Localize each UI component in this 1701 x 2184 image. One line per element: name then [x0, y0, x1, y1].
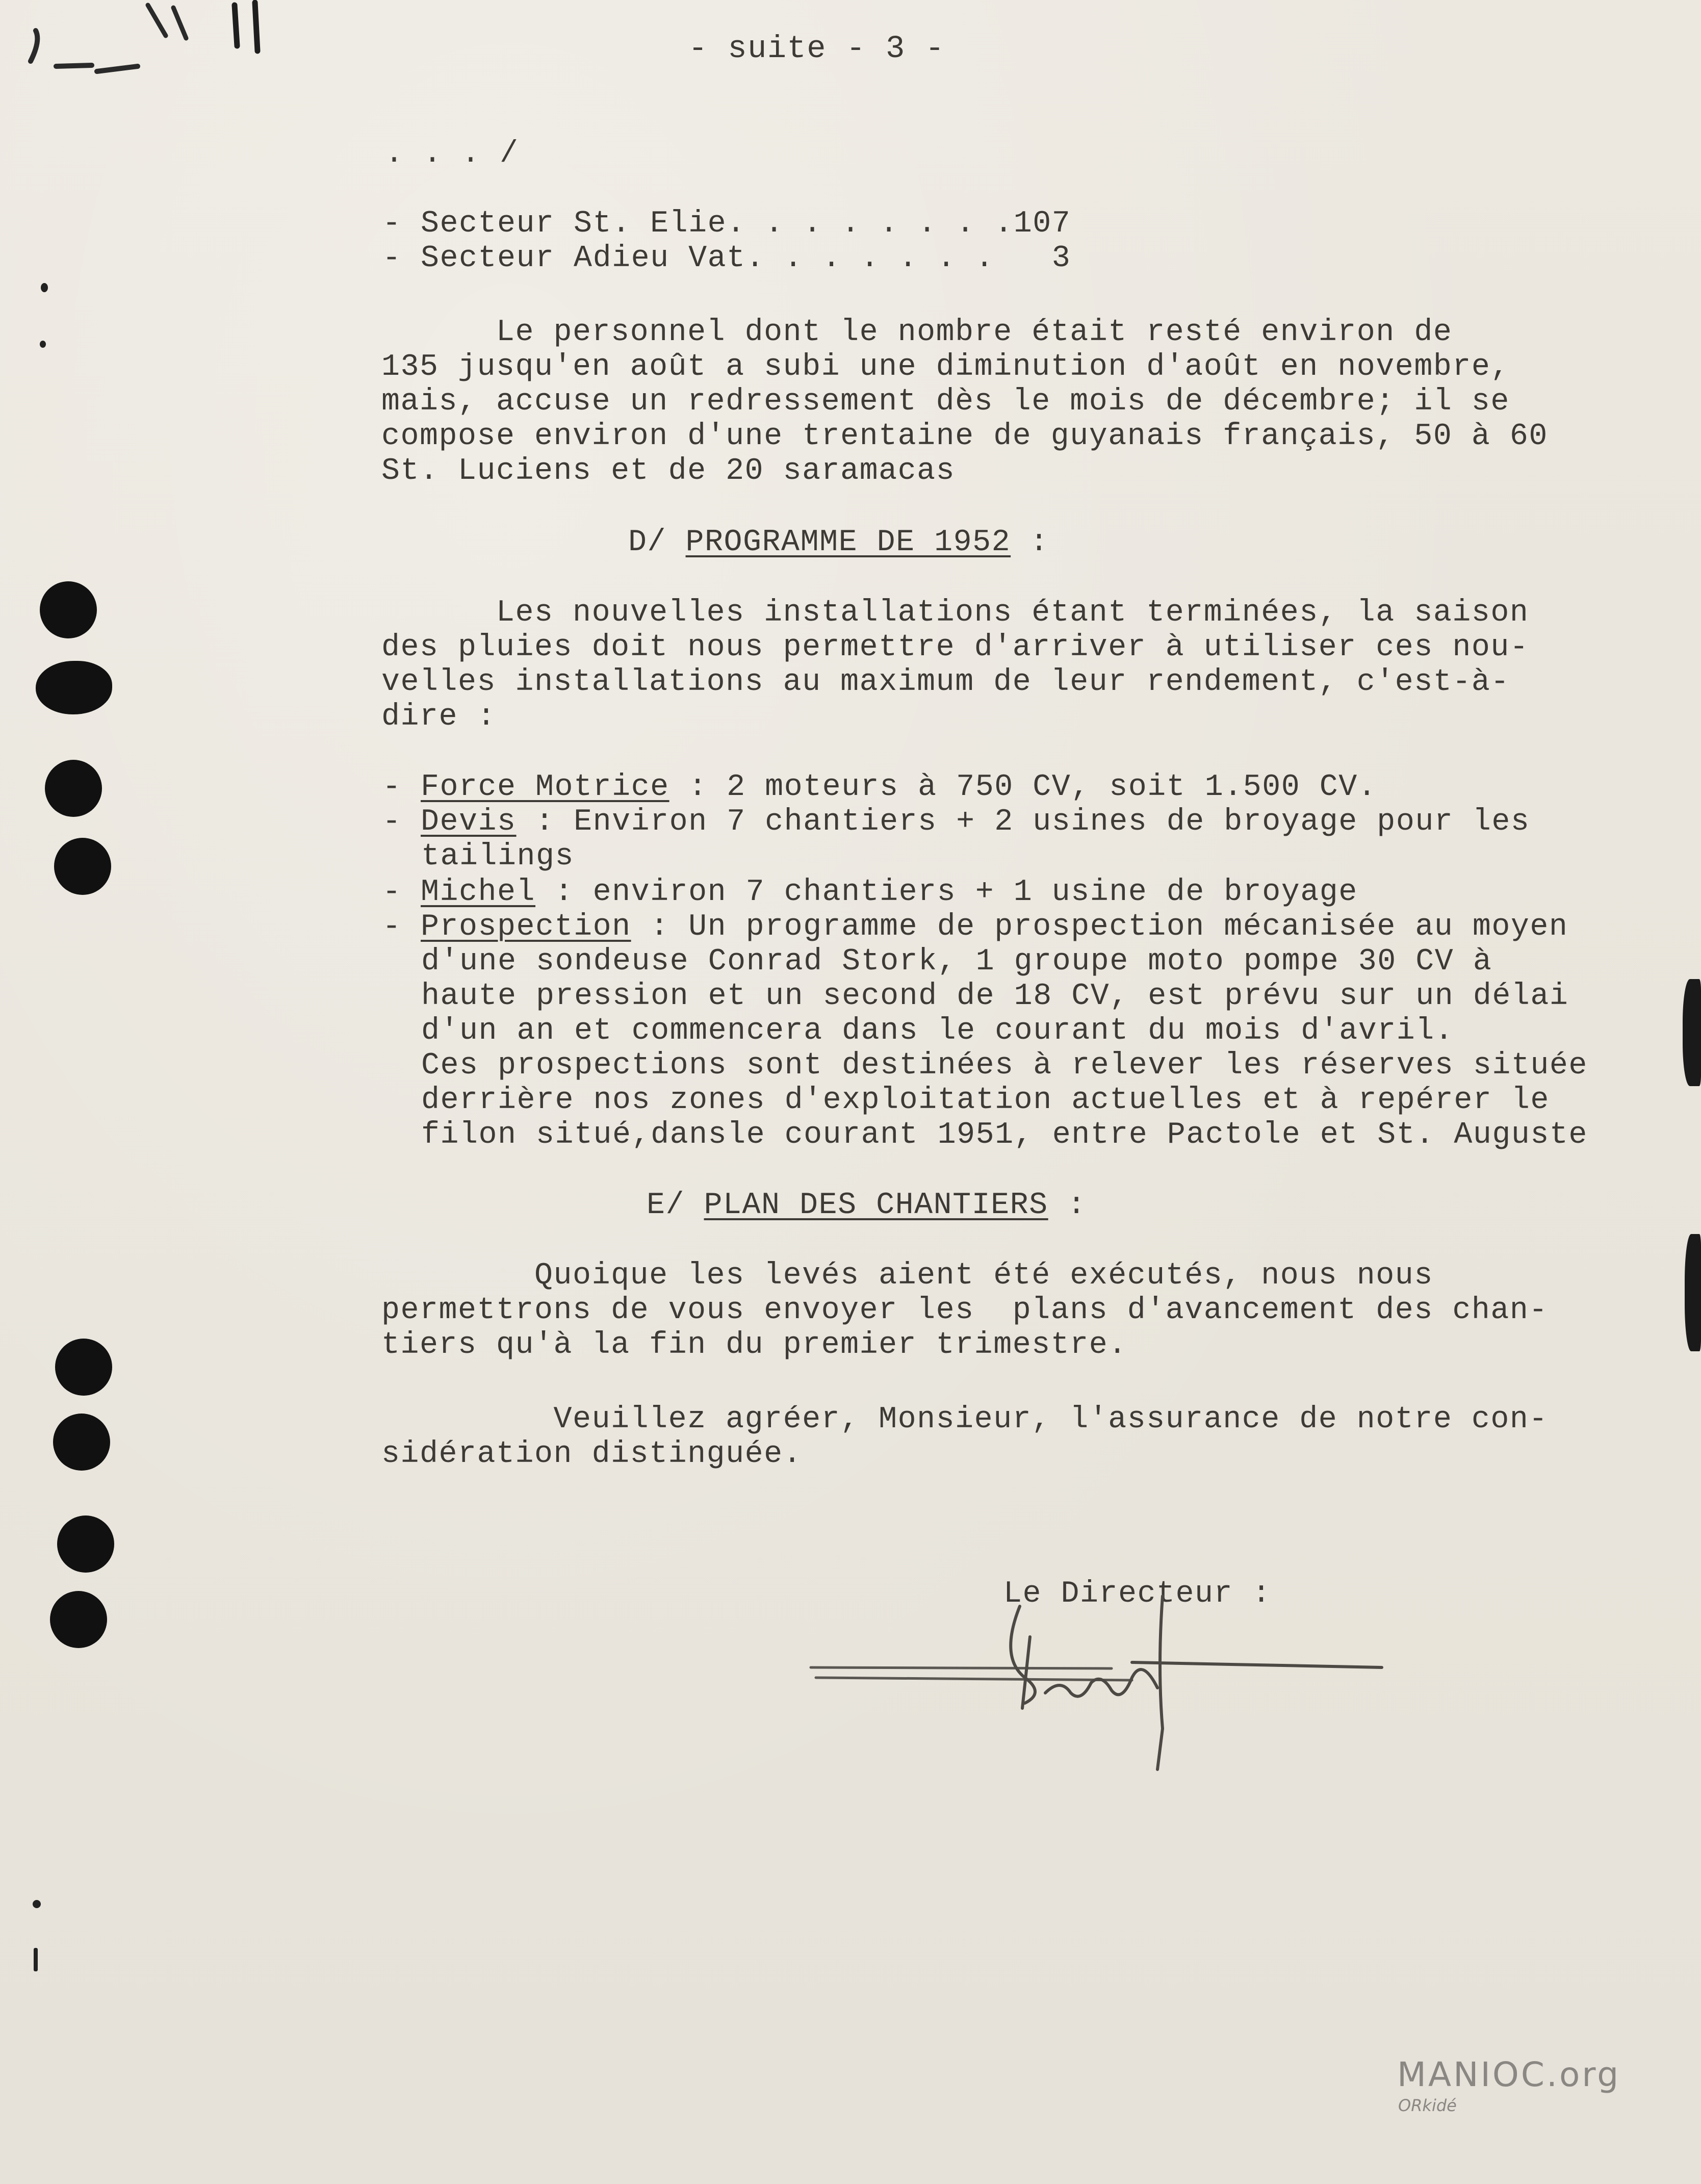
list-item-continuation: tailings: [421, 839, 575, 874]
section-d-prefix: D/: [628, 525, 686, 560]
plan-paragraph-line: permettrons de vous envoyer les plans d'avancement des chan-: [381, 1293, 1548, 1328]
margin-mark: [33, 1900, 41, 1908]
installations-paragraph-line: Les nouvelles installations étant terminées, la saison: [381, 596, 1529, 630]
list-item-continuation: haute pression et un second de 18 CV, est prévu sur un délai: [421, 979, 1569, 1014]
punch-hole: [40, 581, 97, 638]
plan-paragraph-line: tiers qu'à la fin du premier trimestre.: [381, 1328, 1127, 1363]
closing-paragraph-line: sidération distinguée.: [381, 1437, 803, 1472]
continuation-mark: . . . /: [385, 137, 519, 171]
list-item-force-motrice: - Force Motrice : 2 moteurs à 750 CV, soit 1.500 CV.: [382, 770, 1377, 805]
list-item-term: Devis: [421, 805, 517, 839]
punch-hole: [50, 1591, 107, 1648]
list-item-text: : 2 moteurs à 750 CV, soit 1.500 CV.: [669, 770, 1377, 805]
section-d-suffix: :: [1011, 525, 1049, 560]
personnel-paragraph-line: 135 jusqu'en août a subi une diminution d'août en novembre,: [381, 350, 1510, 384]
watermark-logo: MANIOC.org: [1397, 2055, 1621, 2094]
section-e-title: PLAN DES CHANTIERS: [704, 1188, 1048, 1223]
list-item-devis: - Devis : Environ 7 chantiers + 2 usines de broyage pour les: [382, 805, 1530, 839]
margin-mark: [41, 283, 48, 292]
closing-paragraph-line: Veuillez agréer, Monsieur, l'assurance de notre con-: [381, 1402, 1548, 1437]
installations-paragraph-line: dire :: [381, 700, 497, 734]
top-left-scribble-marks: [20, 0, 286, 92]
list-item-term: Prospection: [421, 910, 631, 944]
handwritten-signature: [806, 1576, 1397, 1780]
punch-hole: [36, 661, 112, 714]
punch-hole: [53, 1414, 110, 1471]
list-item-text: : Un programme de prospection mécanisée au moyen: [631, 910, 1568, 944]
personnel-paragraph-line: compose environ d'une trentaine de guyanais français, 50 à 60: [381, 419, 1548, 454]
edge-blot: [1683, 979, 1701, 1086]
personnel-paragraph-line: St. Luciens et de 20 saramacas: [381, 454, 956, 489]
punch-hole: [55, 1339, 112, 1396]
sector-line: - Secteur Adieu Vat. . . . . . . 3: [382, 241, 1071, 276]
sector-line: - Secteur St. Elie. . . . . . . .107: [382, 207, 1071, 241]
punch-hole: [45, 760, 102, 817]
punch-hole: [57, 1515, 114, 1573]
signature-title: Le Directeur :: [1003, 1577, 1272, 1611]
list-item-term: Force Motrice: [421, 770, 669, 805]
list-item-term: Michel: [421, 875, 536, 910]
installations-paragraph-line: des pluies doit nous permettre d'arriver à utiliser ces nou-: [381, 630, 1529, 665]
section-e-heading: [647, 1188, 1087, 1223]
list-item-text: : Environ 7 chantiers + 2 usines de broyage pour les: [516, 805, 1530, 839]
list-item-prospection: - Prospection : Un programme de prospection mécanisée au moyen: [382, 910, 1568, 944]
edge-blot: [1685, 1234, 1701, 1351]
section-d-title: PROGRAMME DE 1952: [685, 525, 1011, 560]
list-item-continuation: filon situé,dansle courant 1951, entre Pactole et St. Auguste: [421, 1118, 1588, 1152]
section-e-suffix: :: [1048, 1188, 1087, 1223]
list-item-continuation: d'un an et commencera dans le courant du mois d'avril.: [421, 1014, 1454, 1048]
margin-mark: [34, 1948, 38, 1971]
margin-mark: [40, 341, 46, 348]
list-item-continuation: derrière nos zones d'exploitation actuelles et à repérer le: [421, 1083, 1550, 1118]
page-header: - suite - 3 -: [688, 31, 945, 67]
installations-paragraph-line: velles installations au maximum de leur rendement, c'est-à-: [381, 665, 1510, 700]
section-d-heading: [628, 525, 1049, 560]
list-item-continuation: d'une sondeuse Conrad Stork, 1 groupe moto pompe 30 CV à: [421, 944, 1492, 979]
list-item-text: : environ 7 chantiers + 1 usine de broyage: [535, 875, 1358, 910]
personnel-paragraph-line: Le personnel dont le nombre était resté environ de: [381, 315, 1453, 350]
punch-hole: [54, 838, 111, 895]
section-e-prefix: E/: [647, 1188, 704, 1223]
plan-paragraph-line: Quoique les levés aient été exécutés, nous nous: [381, 1258, 1433, 1293]
personnel-paragraph-line: mais, accuse un redressement dès le mois de décembre; il se: [381, 384, 1510, 419]
list-item-continuation: Ces prospections sont destinées à relever les réserves située: [421, 1048, 1588, 1083]
list-item-michel: - Michel : environ 7 chantiers + 1 usine de broyage: [382, 875, 1358, 910]
watermark-subtitle: ORkidé: [1398, 2096, 1457, 2115]
